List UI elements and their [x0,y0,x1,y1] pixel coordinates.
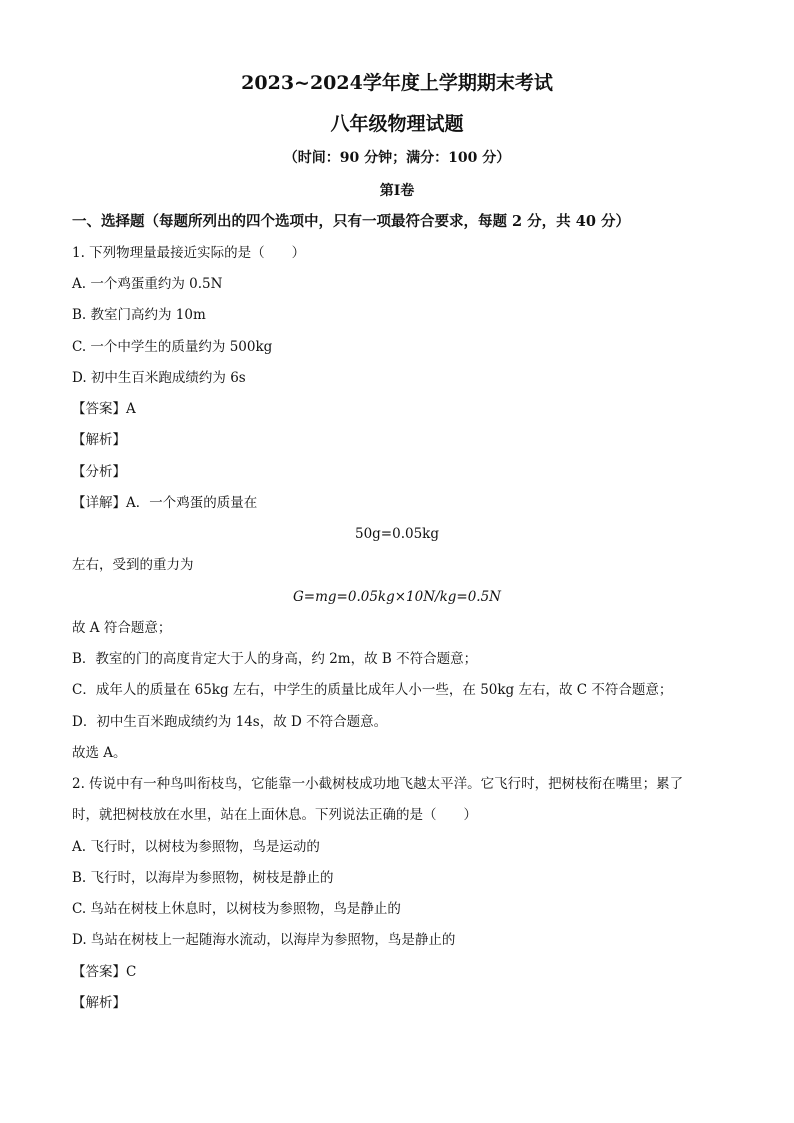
q2-option-a: A. 飞行时，以树枝为参照物，鸟是运动的 [72,839,320,855]
q1-formula-weight: G=mg=0.05kg×10N/kg=0.5N [293,589,501,605]
q1-fenxi: 【分析】 [72,464,126,480]
q1-after-formula: 左右，受到的重力为 [72,557,194,573]
q1-stem: 1. 下列物理量最接近实际的是（ ） [72,245,306,261]
exam-subtitle: 八年级物理试题 [330,113,464,135]
q1-option-c: C. 一个中学生的质量约为 500kg [72,339,273,355]
q1-jiexi: 【解析】 [72,432,126,448]
q2-answer: 【答案】C [72,964,137,980]
q1-option-b: B. 教室门高约为 10m [72,307,206,323]
q1-b-explain: B．教室的门的高度肯定大于人的身高，约 2m，故 B 不符合题意； [72,651,478,667]
q1-detail-intro: 【详解】A．一个鸡蛋的质量在 [72,495,258,511]
section-heading: 一、选择题（每题所列出的四个选项中，只有一项最符合要求，每题 2 分，共 40 分） [72,213,630,230]
q1-d-explain: D．初中生百米跑成绩约为 14s，故 D 不符合题意。 [72,714,388,730]
q1-c-explain: C．成年人的质量在 65kg 左右，中学生的质量比成年人小一些，在 50kg 左右，故 C 不符合题意； [72,682,673,698]
q2-option-b: B. 飞行时，以海岸为参照物，树枝是静止的 [72,870,334,886]
exam-info: （时间：90 分钟；满分：100 分） [283,150,511,166]
q1-option-a: A. 一个鸡蛋重约为 0.5N [72,276,223,292]
exam-title: 2023~2024学年度上学期期末考试 [241,72,553,94]
volume-label: 第Ⅰ卷 [379,183,415,199]
q1-formula-mass: 50g=0.05kg [354,526,439,542]
q2-jiexi: 【解析】 [72,995,126,1011]
q1-choose: 故选 A。 [72,745,127,761]
q1-option-d: D. 初中生百米跑成绩约为 6s [72,370,246,386]
q1-answer: 【答案】A [72,401,136,417]
q2-option-c: C. 鸟站在树枝上休息时，以树枝为参照物，鸟是静止的 [72,901,401,917]
q2-stem-line1: 2. 传说中有一种鸟叫衔枝鸟，它能靠一小截树枝成功地飞越太平洋。它飞行时，把树枝衔在嘴里；累了 [72,776,684,792]
q2-option-d: D. 鸟站在树枝上一起随海水流动，以海岸为参照物，鸟是静止的 [72,932,456,948]
q2-stem-line2: 时，就把树枝放在水里，站在上面休息。下列说法正确的是（ ） [72,807,477,823]
q1-a-conclusion: 故 A 符合题意； [72,620,172,636]
